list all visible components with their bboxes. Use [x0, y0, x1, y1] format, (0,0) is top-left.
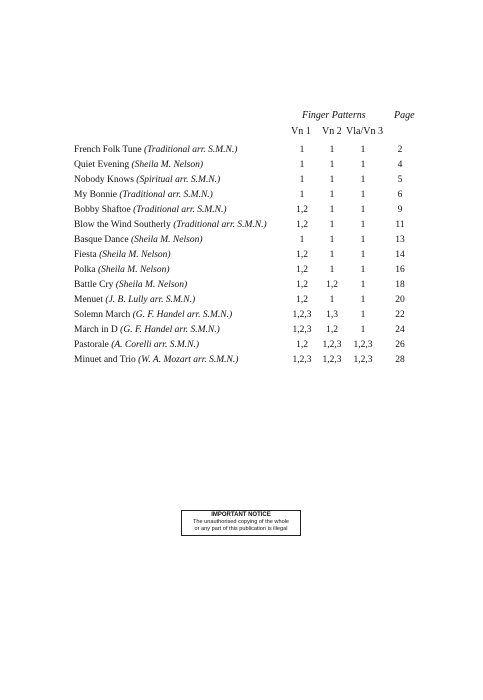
cell-page-value: 16: [395, 265, 405, 275]
cell-vn2: [322, 340, 351, 350]
cell-vn1: [292, 310, 321, 320]
cell-page-value: 22: [395, 310, 405, 320]
cell-vla-value: 1: [360, 190, 366, 200]
cell-vn2: [322, 355, 351, 365]
table-row: [0, 310, 483, 325]
cell-page: [395, 355, 410, 365]
cell-vla-value: 1,2,3: [353, 355, 373, 365]
cell-vn1-value: 1: [299, 190, 305, 200]
page-heading: Page: [394, 110, 415, 121]
cell-vla: [360, 235, 368, 245]
piece-name: Basque Dance: [74, 235, 129, 245]
piece-credit: (Traditional arr. S.M.N.): [143, 145, 238, 155]
piece-name: Polka: [74, 265, 96, 275]
piece-title: [74, 220, 267, 230]
cell-vn2: [329, 175, 337, 185]
cell-vn2-value: 1,2: [326, 325, 338, 335]
cell-vn1-value: 1,2: [296, 295, 308, 305]
table-row: [0, 250, 483, 265]
cell-page-value: 2: [397, 145, 403, 155]
notice-title: IMPORTANT NOTICE: [211, 512, 271, 518]
notice-line-2: or any part of this publication is illegal: [194, 526, 288, 532]
piece-credit: (Traditional arr. S.M.N.): [119, 190, 213, 200]
table-row: [0, 340, 483, 355]
cell-vn2: [326, 310, 344, 320]
copyright-notice: [181, 510, 301, 536]
cell-vn1: [296, 205, 314, 215]
cell-vn1-value: 1: [299, 235, 305, 245]
table-row: [0, 325, 483, 340]
cell-page-value: 18: [395, 280, 405, 290]
cell-page: [397, 145, 405, 155]
cell-page: [395, 280, 410, 290]
cell-vla-value: 1: [360, 160, 366, 170]
piece-name: Battle Cry: [74, 280, 114, 290]
piece-credit: (Sheila M. Nelson): [98, 265, 170, 275]
cell-page-value: 9: [397, 205, 403, 215]
cell-page: [395, 325, 410, 335]
cell-vn1: [296, 340, 314, 350]
cell-page: [395, 295, 410, 305]
cell-vla-value: 1: [360, 280, 366, 290]
piece-name: Minuet and Trio: [74, 355, 136, 365]
cell-vla: [360, 220, 368, 230]
cell-page-value: 24: [395, 325, 405, 335]
cell-vla-value: 1: [360, 265, 366, 275]
cell-page: [395, 220, 409, 230]
cell-vn2-value: 1: [329, 175, 335, 185]
piece-credit: (Sheila M. Nelson): [99, 250, 171, 260]
piece-title: [74, 355, 238, 365]
piece-title: [74, 175, 220, 185]
cell-vn1-value: 1: [299, 145, 305, 155]
cell-vn2: [329, 205, 337, 215]
piece-name: Bobby Shaftoe: [74, 205, 131, 215]
piece-title: [74, 205, 227, 215]
cell-vn1-value: 1,2,3: [292, 355, 312, 365]
cell-page: [395, 340, 410, 350]
cell-vn1: [299, 175, 307, 185]
finger-patterns-heading: Finger Patterns: [302, 110, 366, 121]
cell-page: [397, 190, 405, 200]
piece-credit: (Spiritual arr. S.M.N.): [136, 175, 221, 185]
piece-credit: (Sheila M. Nelson): [115, 280, 188, 290]
cell-vla: [360, 250, 368, 260]
cell-vn2: [329, 235, 337, 245]
cell-vn1: [296, 265, 314, 275]
cell-vn2: [329, 220, 337, 230]
table-row: [0, 145, 483, 160]
piece-title: [74, 190, 213, 200]
cell-vn1-value: 1,2: [296, 250, 308, 260]
piece-credit: (Traditional arr. S.M.N.): [133, 205, 227, 215]
cell-vla: [353, 355, 382, 365]
cell-vn2: [326, 280, 344, 290]
cell-vn1: [299, 235, 307, 245]
cell-vn2: [329, 160, 337, 170]
piece-name: March in D: [74, 325, 118, 335]
cell-vla: [360, 310, 368, 320]
cell-vla-value: 1,2,3: [353, 340, 373, 350]
cell-vla: [360, 205, 368, 215]
piece-credit: (J. B. Lully arr. S.M.N.): [105, 295, 196, 305]
piece-name: My Bonnie: [74, 190, 118, 200]
cell-vn2: [329, 265, 337, 275]
cell-vn1-value: 1,2: [296, 340, 308, 350]
column-header-vn2: Vn 2: [322, 126, 342, 137]
piece-name: Solemn March: [74, 310, 131, 320]
cell-vla: [360, 280, 368, 290]
column-header-vn1: Vn 1: [291, 126, 311, 137]
cell-vla: [360, 190, 368, 200]
cell-vn2-value: 1: [329, 235, 335, 245]
cell-page: [395, 250, 410, 260]
cell-vla-value: 1: [360, 250, 366, 260]
piece-credit: (G. F. Handel arr. S.M.N.): [132, 310, 233, 320]
piece-credit: (Sheila M. Nelson): [131, 160, 204, 170]
cell-vn2-value: 1,2,3: [322, 355, 342, 365]
cell-vla-value: 1: [360, 295, 366, 305]
notice-line-1: The unauthorised copying of the whole: [192, 519, 290, 525]
cell-vla-value: 1: [360, 220, 366, 230]
piece-name: Pastorale: [74, 340, 109, 350]
cell-vla-value: 1: [360, 175, 366, 185]
cell-page-value: 26: [395, 340, 405, 350]
table-row: [0, 265, 483, 280]
cell-vla-value: 1: [360, 325, 366, 335]
piece-title: [74, 265, 170, 275]
piece-title: [74, 295, 195, 305]
cell-vn1-value: 1,2,3: [292, 310, 312, 320]
cell-vn1-value: 1,2: [296, 220, 308, 230]
piece-title: [74, 325, 220, 335]
piece-name: Nobody Knows: [74, 175, 134, 185]
cell-vn2-value: 1: [329, 145, 335, 155]
table-row: [0, 205, 483, 220]
cell-vn1: [292, 325, 321, 335]
cell-vn2: [329, 250, 337, 260]
cell-vla: [360, 325, 368, 335]
table-row: [0, 235, 483, 250]
cell-vn1: [299, 145, 307, 155]
cell-vn2-value: 1,2,3: [322, 340, 342, 350]
cell-vla: [360, 160, 368, 170]
table-row: [0, 220, 483, 235]
cell-vla-value: 1: [360, 310, 366, 320]
table-row: [0, 295, 483, 310]
cell-vn1: [296, 220, 314, 230]
cell-vn2-value: 1: [329, 160, 335, 170]
cell-vn1: [299, 190, 307, 200]
piece-title: [74, 250, 171, 260]
piece-name: Blow the Wind Southerly: [74, 220, 171, 230]
cell-vn2: [329, 145, 337, 155]
cell-page-value: 5: [397, 175, 403, 185]
cell-vla: [360, 265, 368, 275]
table-row: [0, 355, 483, 370]
cell-page: [397, 160, 405, 170]
piece-title: [74, 235, 203, 245]
piece-title: [74, 160, 203, 170]
cell-vla-value: 1: [360, 235, 366, 245]
cell-page: [397, 205, 405, 215]
cell-page: [397, 175, 405, 185]
piece-name: French Folk Tune: [74, 145, 142, 155]
cell-page-value: 20: [395, 295, 405, 305]
cell-vn1: [296, 250, 314, 260]
cell-page-value: 28: [395, 355, 405, 365]
piece-credit: (Traditional arr. S.M.N.): [173, 220, 267, 230]
cell-page-value: 11: [395, 220, 405, 230]
piece-name: Menuet: [74, 295, 104, 305]
cell-vn2-value: 1,3: [326, 310, 338, 320]
cell-vn1-value: 1,2,3: [292, 325, 312, 335]
cell-vn2: [326, 325, 344, 335]
cell-vn2-value: 1: [329, 295, 335, 305]
cell-vn1: [299, 160, 307, 170]
cell-vn2-value: 1: [329, 205, 335, 215]
cell-vn1-value: 1,2: [296, 280, 308, 290]
cell-vla: [353, 340, 382, 350]
piece-name: Quiet Evening: [74, 160, 130, 170]
cell-vla: [360, 145, 368, 155]
cell-page: [395, 265, 410, 275]
cell-vn2-value: 1: [329, 265, 335, 275]
piece-credit: (Sheila M. Nelson): [130, 235, 203, 245]
table-row: [0, 175, 483, 190]
cell-vn2: [329, 295, 337, 305]
cell-vn1: [296, 280, 314, 290]
cell-vn2-value: 1: [329, 220, 335, 230]
cell-vn2-value: 1,2: [326, 280, 338, 290]
piece-title: [74, 145, 237, 155]
table-row: [0, 190, 483, 205]
cell-vn2: [329, 190, 337, 200]
cell-vla: [360, 295, 368, 305]
piece-title: [74, 280, 187, 290]
cell-vla-value: 1: [360, 205, 366, 215]
cell-vn2-value: 1: [329, 250, 335, 260]
cell-vn1: [292, 355, 321, 365]
piece-title: [74, 310, 232, 320]
cell-vla-value: 1: [360, 145, 366, 155]
piece-title: [74, 340, 199, 350]
cell-page-value: 6: [397, 190, 403, 200]
cell-vn1-value: 1: [299, 160, 305, 170]
table-row: [0, 160, 483, 175]
column-header-vla: Vla/Vn 3: [346, 126, 383, 137]
cell-page: [395, 235, 410, 245]
cell-vn2-value: 1: [329, 190, 335, 200]
table-row: [0, 280, 483, 295]
cell-vn1-value: 1,2: [296, 205, 308, 215]
cell-vla: [360, 175, 368, 185]
piece-credit: (A. Corelli arr. S.M.N.): [111, 340, 199, 350]
cell-page-value: 4: [397, 160, 403, 170]
piece-credit: (G. F. Handel arr. S.M.N.): [120, 325, 220, 335]
cell-page-value: 13: [395, 235, 405, 245]
piece-credit: (W. A. Mozart arr. S.M.N.): [138, 355, 239, 365]
cell-vn1-value: 1,2: [296, 265, 308, 275]
cell-vn1: [296, 295, 314, 305]
cell-page: [395, 310, 410, 320]
piece-name: Fiesta: [74, 250, 97, 260]
cell-page-value: 14: [395, 250, 405, 260]
cell-vn1-value: 1: [299, 175, 305, 185]
